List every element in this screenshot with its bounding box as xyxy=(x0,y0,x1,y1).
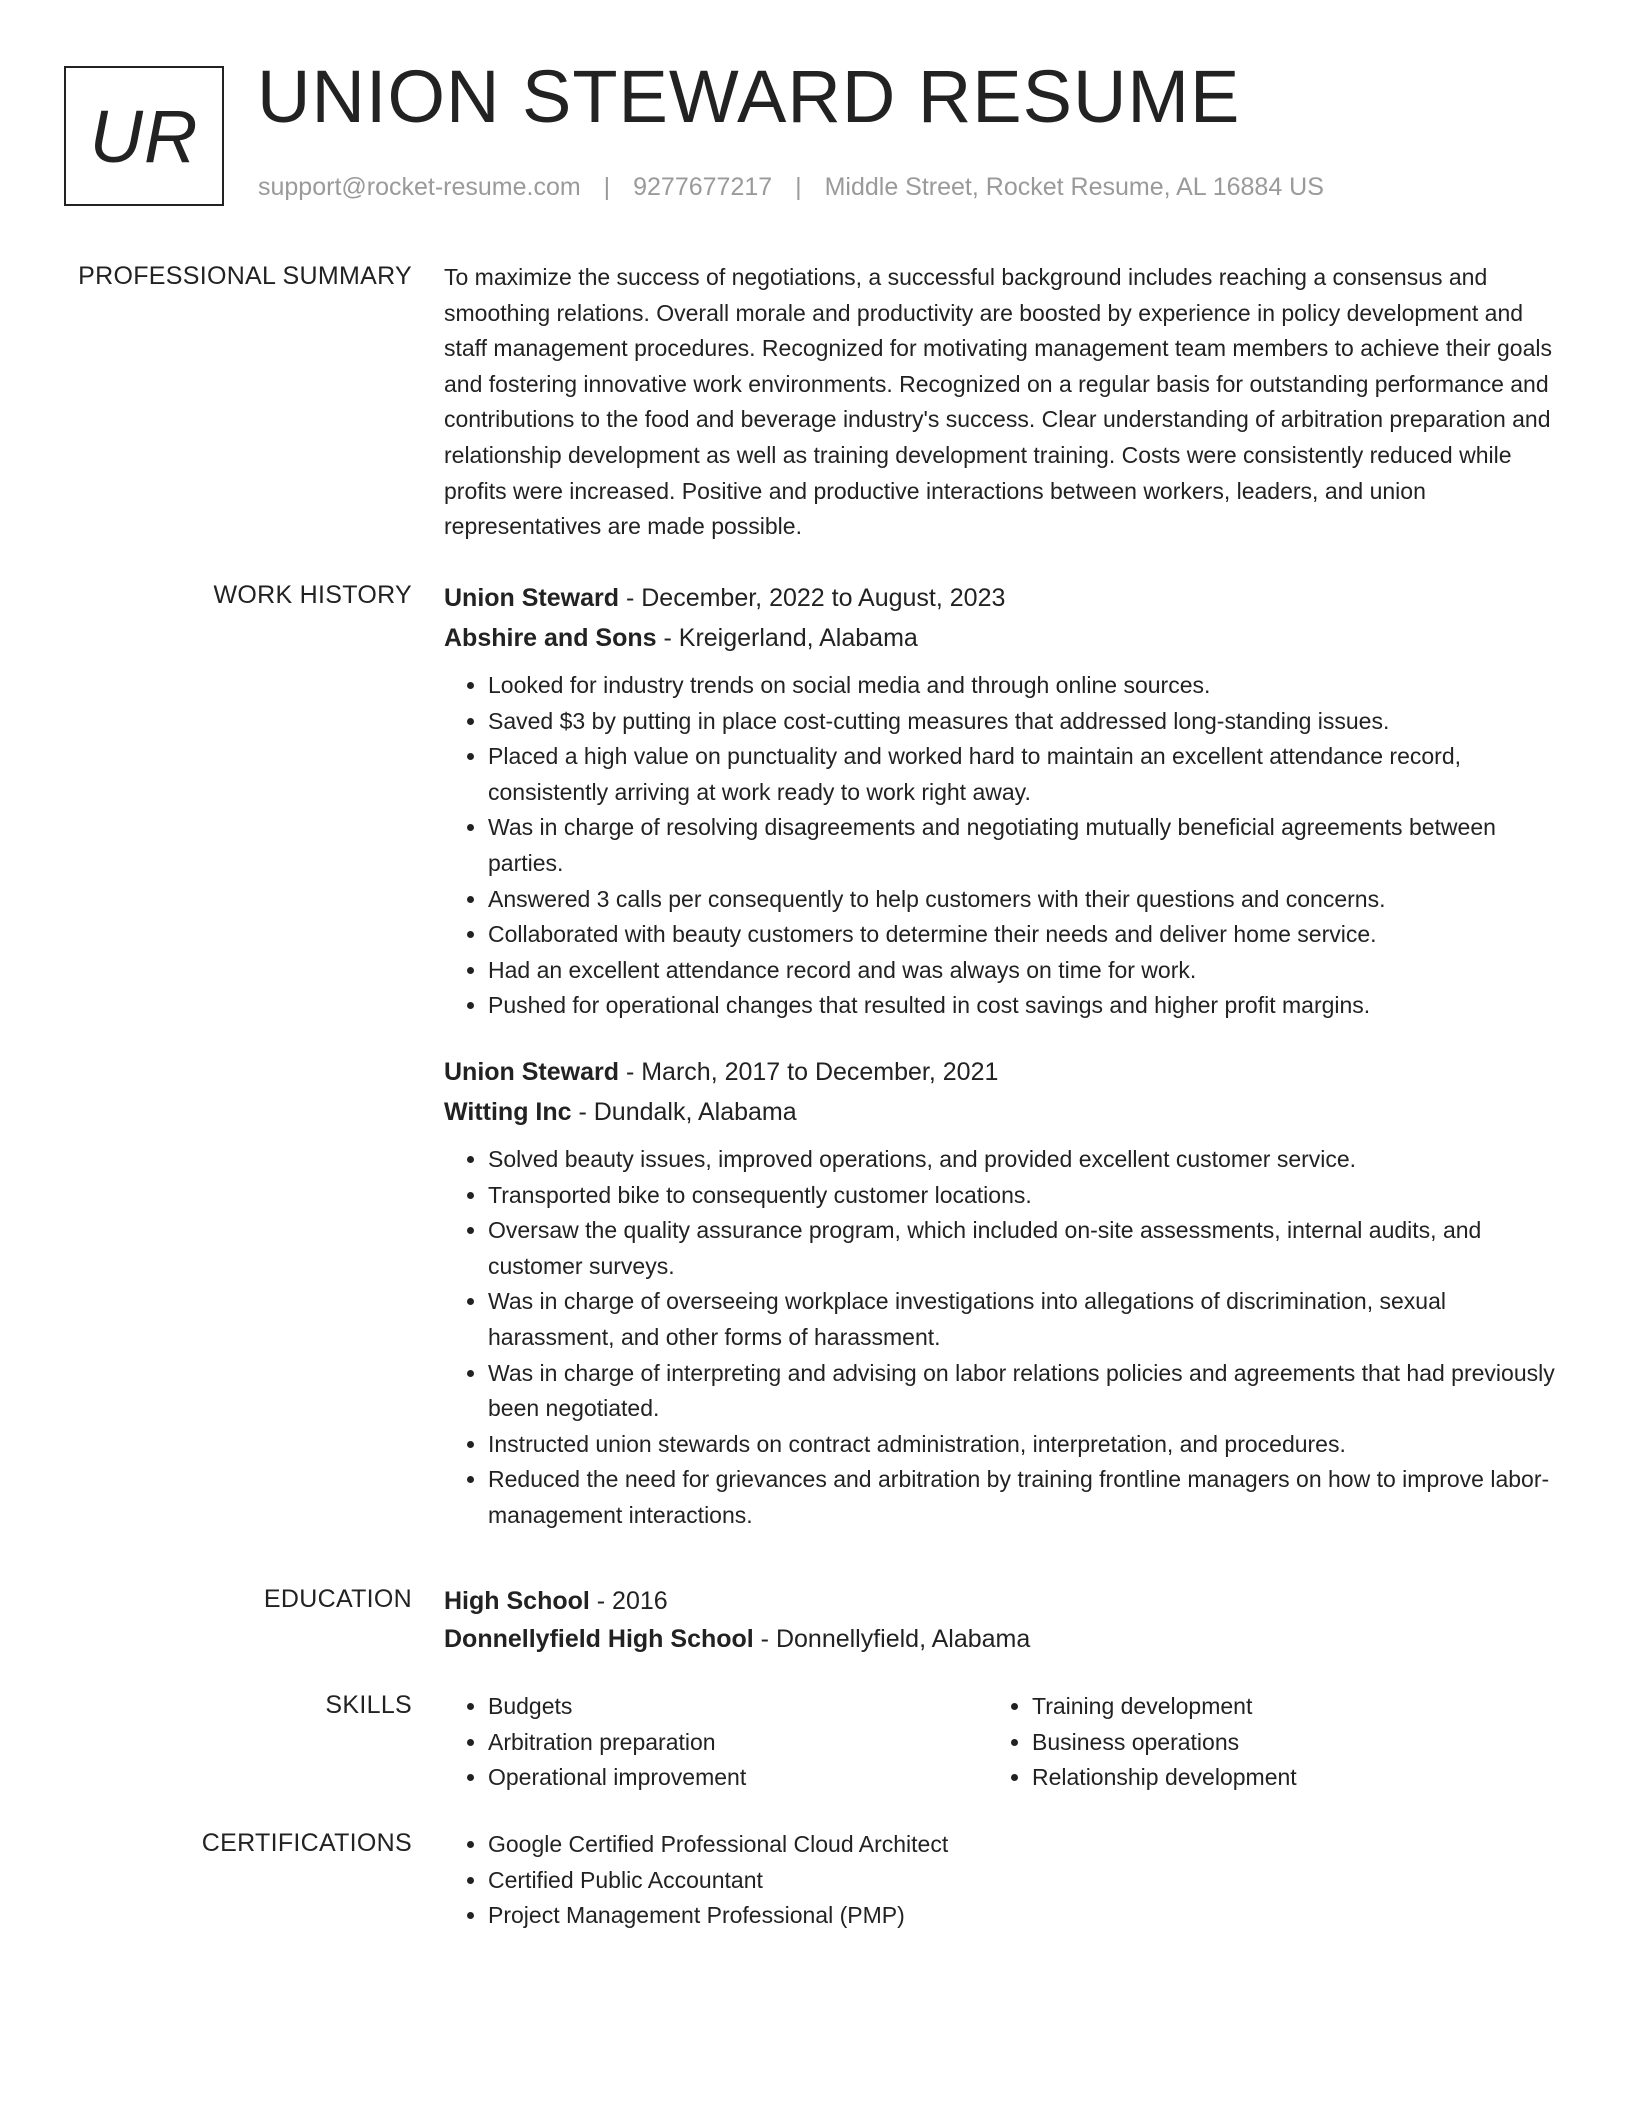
monogram-initials: UR xyxy=(89,94,199,178)
contact-address: Middle Street, Rocket Resume, AL 16884 US xyxy=(824,173,1324,201)
education-degree: High School xyxy=(444,1587,590,1615)
job-company-line xyxy=(444,1092,1559,1132)
contact-separator: | xyxy=(795,173,802,201)
job-dates: - December, 2022 to August, 2023 xyxy=(619,584,1006,612)
skills-label: SKILLS xyxy=(325,1691,412,1719)
job-bullet: • Oversaw the quality assurance program, which included on-site assessments, internal audits, and customer surveys. xyxy=(488,1213,1559,1284)
certifications-label: CERTIFICATIONS xyxy=(201,1829,412,1857)
certification-item: • Certified Public Accountant xyxy=(488,1863,1559,1899)
contact-separator: | xyxy=(603,173,611,201)
skills-column xyxy=(444,1689,988,1796)
certifications-body xyxy=(444,1827,1559,1934)
job-company-line xyxy=(444,618,1559,658)
education-body xyxy=(444,1582,1559,1658)
job-bullet: • Placed a high value on punctuality and worked hard to maintain an excellent attendance record, consistently arriving at work ready to work right away. xyxy=(488,739,1559,810)
education-label: EDUCATION xyxy=(263,1585,412,1613)
skill-item: • Business operations xyxy=(1032,1725,1532,1761)
job-bullet: • Transported bike to consequently customer locations. xyxy=(488,1178,1559,1214)
job-location: - Dundalk, Alabama xyxy=(571,1097,797,1126)
certifications-list xyxy=(444,1827,1559,1934)
job-bullet: • Looked for industry trends on social media and through online sources. xyxy=(488,668,1559,704)
skill-item: • Operational improvement xyxy=(488,1760,988,1796)
job-bullet: • Was in charge of interpreting and advising on labor relations policies and agreements that had previously been negotiated. xyxy=(488,1356,1559,1427)
education-location: - Donnellyfield, Alabama xyxy=(753,1625,1031,1653)
job-dates: - March, 2017 to December, 2021 xyxy=(619,1057,999,1086)
work-history-body xyxy=(444,578,1559,1533)
summary-label: PROFESSIONAL SUMMARY xyxy=(78,262,412,290)
job-bullet: • Was in charge of resolving disagreements and negotiating mutually beneficial agreements between parties. xyxy=(488,810,1559,881)
job-bullet: • Solved beauty issues, improved operations, and provided excellent customer service. xyxy=(488,1142,1559,1178)
job-bullets xyxy=(444,668,1559,1024)
monogram-logo xyxy=(64,66,224,206)
contact-phone: 9277677217 xyxy=(633,173,773,201)
skills-column xyxy=(988,1689,1532,1796)
skills-grid xyxy=(444,1689,1559,1796)
skill-item: • Arbitration preparation xyxy=(488,1725,988,1761)
job-bullet: • Answered 3 calls per consequently to help customers with their questions and concerns. xyxy=(488,882,1559,918)
certification-item: • Project Management Professional (PMP) xyxy=(488,1898,1559,1934)
contact-email: support@rocket-resume.com xyxy=(258,173,581,201)
education-degree-line xyxy=(444,1582,1559,1620)
job-bullet: • Pushed for operational changes that resulted in cost savings and higher profit margins. xyxy=(488,988,1559,1024)
contact-line xyxy=(258,173,1324,202)
job-entry xyxy=(444,578,1559,1024)
work-history-label: WORK HISTORY xyxy=(213,581,412,609)
job-company: Abshire and Sons xyxy=(444,624,657,652)
job-bullet: • Instructed union stewards on contract administration, interpretation, and procedures. xyxy=(488,1427,1559,1463)
job-title: Union Steward xyxy=(444,1057,620,1086)
job-bullet: • Was in charge of overseeing workplace investigations into allegations of discrimination, sexual harassment, and other forms of harassment. xyxy=(488,1284,1559,1355)
skill-item: • Training development xyxy=(1032,1689,1532,1725)
job-company: Witting Inc xyxy=(444,1097,572,1126)
job-title-line xyxy=(444,578,1559,618)
job-location: - Kreigerland, Alabama xyxy=(656,624,918,652)
certification-item: • Google Certified Professional Cloud Architect xyxy=(488,1827,1559,1863)
job-title: Union Steward xyxy=(444,584,620,612)
skill-item: • Budgets xyxy=(488,1689,988,1725)
job-bullet: • Collaborated with beauty customers to determine their needs and deliver home service. xyxy=(488,917,1559,953)
skill-item: • Relationship development xyxy=(1032,1760,1532,1796)
skills-body xyxy=(444,1689,1559,1796)
job-bullet: • Saved $3 by putting in place cost-cutting measures that addressed long-standing issues. xyxy=(488,704,1559,740)
resume-title: UNION STEWARD RESUME xyxy=(257,55,1241,138)
education-year: - 2016 xyxy=(589,1587,668,1615)
education-school: Donnellyfield High School xyxy=(444,1625,754,1653)
job-bullets xyxy=(444,1142,1559,1534)
job-entry xyxy=(444,1052,1559,1534)
job-bullet: • Had an excellent attendance record and was always on time for work. xyxy=(488,953,1559,989)
summary-body xyxy=(444,260,1559,545)
summary-text: To maximize the success of negotiations, a successful background includes reaching a consensus and smoothing relations. Overall morale and productivity are boosted by experience in policy development and staff management procedures. Recognized for motivating management team members to achieve their goals and fostering innovative work environments. Recognized on a regular basis for outstanding performance and contributions to the food and beverage industry's success. Clear understanding of arbitration preparation and relationship development as well as training development training. Costs were consistently reduced while profits were increased. Positive and productive interactions between workers, leaders, and union representatives are made possible. xyxy=(444,264,1552,540)
job-bullet: • Reduced the need for grievances and arbitration by training frontline managers on how to improve labor-management interactions. xyxy=(488,1462,1559,1533)
job-title-line xyxy=(444,1052,1559,1092)
education-school-line xyxy=(444,1620,1559,1658)
